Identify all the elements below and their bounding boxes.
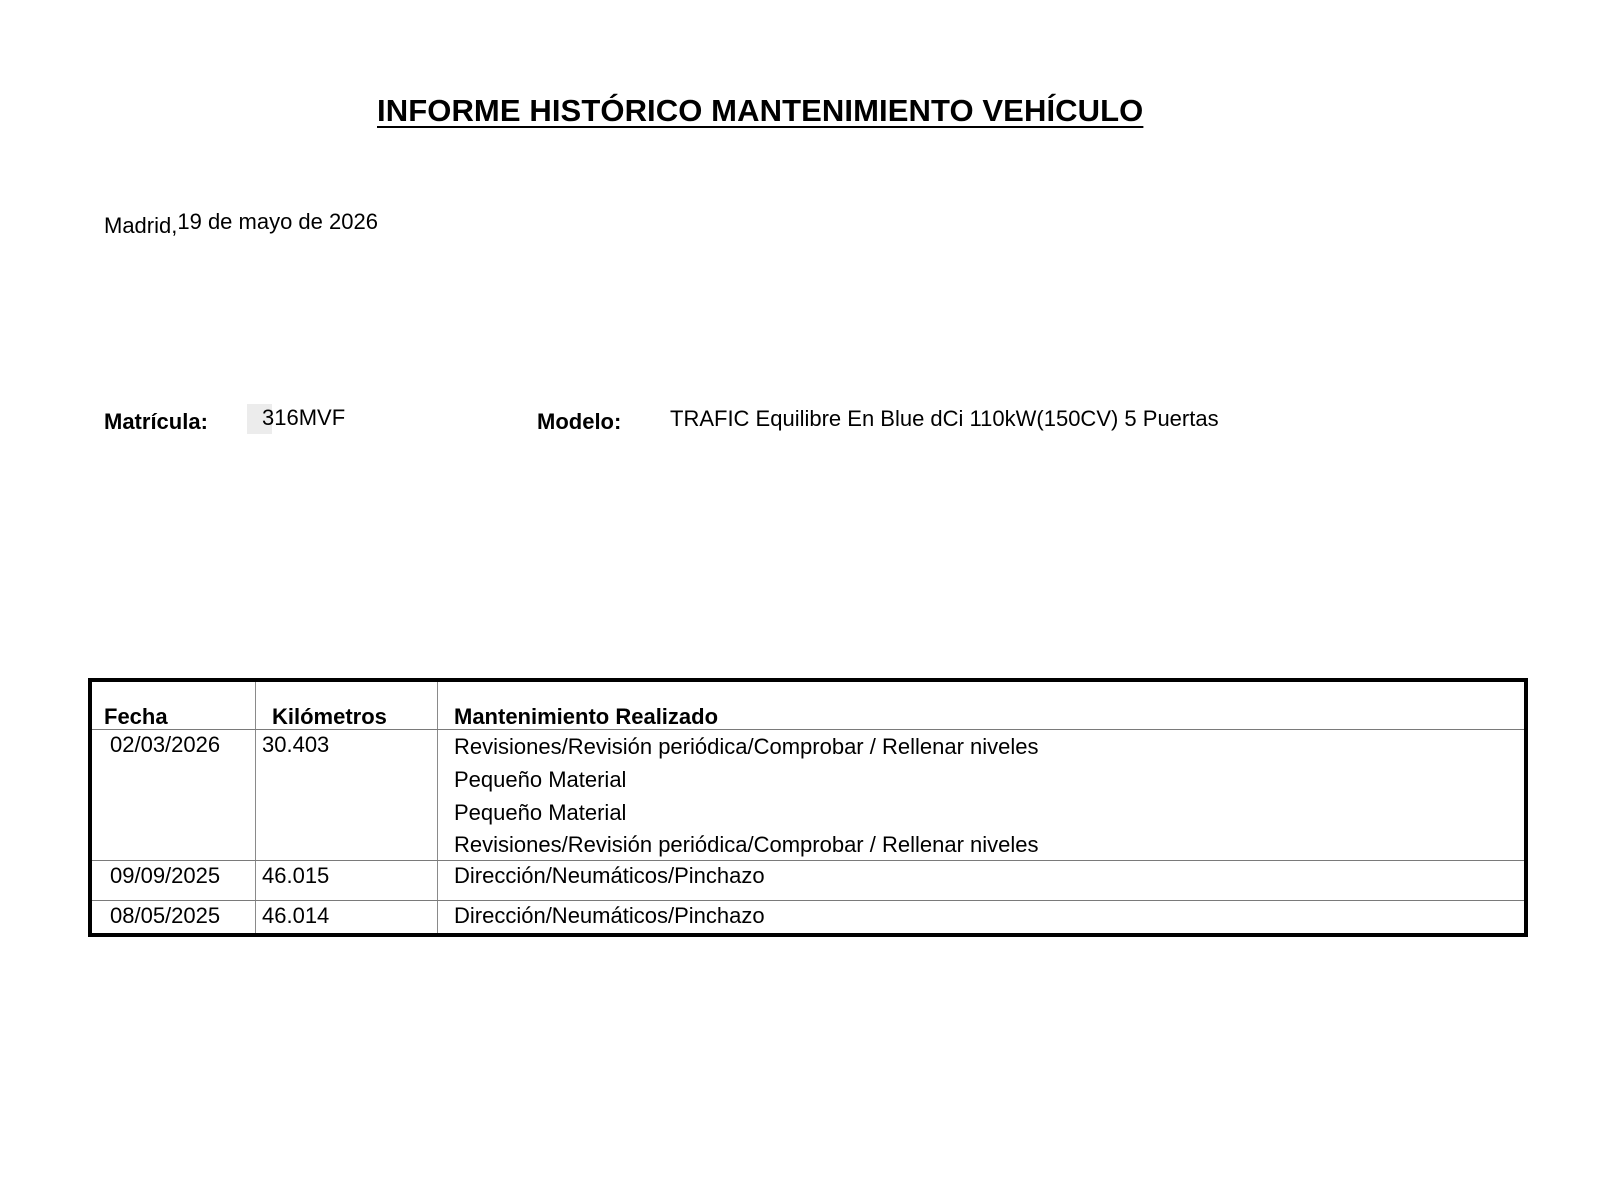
- row-date: 09/09/2025: [110, 863, 221, 888]
- report-title: INFORME HISTÓRICO MANTENIMIENTO VEHÍCULO: [377, 93, 1144, 128]
- table-column-divider: [437, 682, 438, 933]
- header-fecha: Fecha: [104, 704, 168, 729]
- report-date: 19 de mayo de 2026: [177, 209, 378, 234]
- report-place: Madrid,: [104, 213, 178, 238]
- row-maintenance-item: Revisiones/Revisión periódica/Comprobar / Rellenar niveles: [454, 734, 1039, 759]
- table-row-divider: [92, 860, 1524, 861]
- row-maintenance-item: Dirección/Neumáticos/Pinchazo: [454, 903, 765, 928]
- maintenance-table: [88, 678, 1528, 937]
- row-km: 30.403: [262, 732, 330, 757]
- row-maintenance-item: Pequeño Material: [454, 767, 627, 792]
- plate-value: 316MVF: [262, 405, 346, 430]
- row-date: 08/05/2025: [110, 903, 221, 928]
- report-date-line: [104, 211, 378, 237]
- header-mantenimiento: Mantenimiento Realizado: [454, 704, 719, 729]
- plate-label: Matrícula:: [104, 409, 208, 434]
- model-value: TRAFIC Equilibre En Blue dCi 110kW(150CV) 5 Puertas: [670, 406, 1219, 431]
- model-label: Modelo:: [537, 409, 622, 434]
- header-kilometros: Kilómetros: [272, 704, 387, 729]
- row-maintenance-item: Dirección/Neumáticos/Pinchazo: [454, 863, 765, 888]
- row-maintenance-item: Revisiones/Revisión periódica/Comprobar / Rellenar niveles: [454, 832, 1039, 857]
- row-km: 46.014: [262, 903, 330, 928]
- row-maintenance-item: Pequeño Material: [454, 800, 627, 825]
- row-date: 02/03/2026: [110, 732, 221, 757]
- table-column-divider: [255, 682, 256, 933]
- table-row-divider: [92, 900, 1524, 901]
- row-km: 46.015: [262, 863, 330, 888]
